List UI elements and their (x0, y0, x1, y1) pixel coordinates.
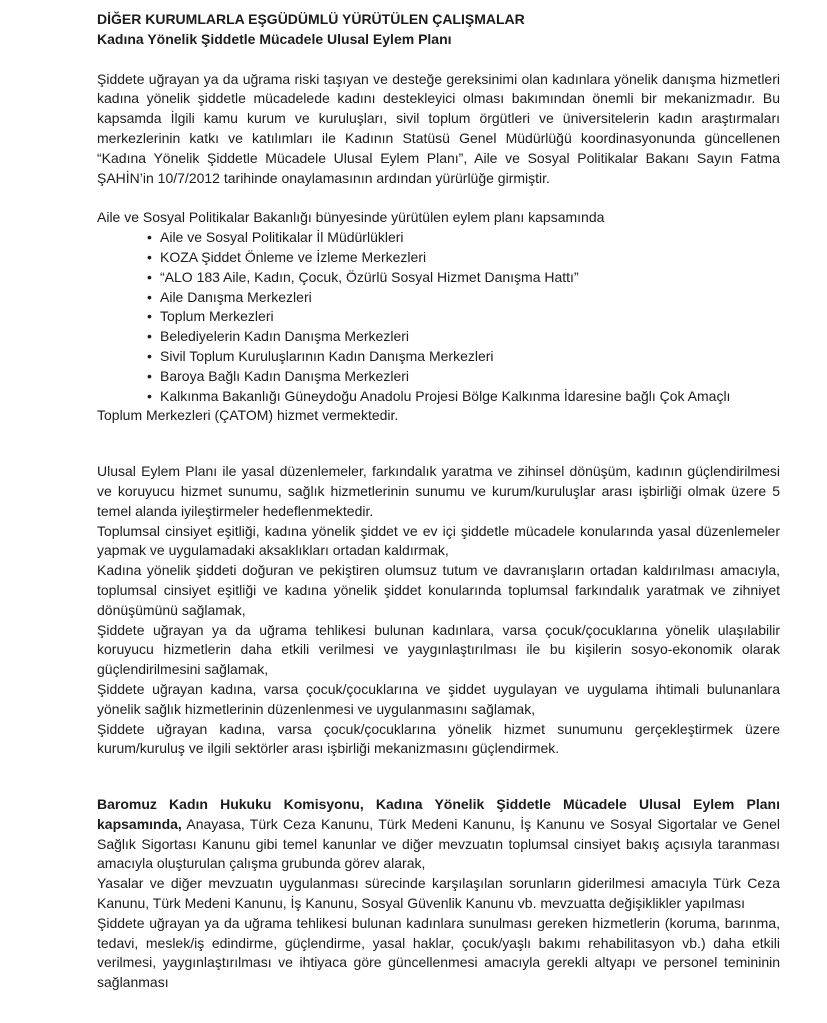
bar-item: Yasalar ve diğer mevzuatın uygulanması sürecinde karşılaşılan sorunların giderilmesi amacıyla Türk Ceza Kanunu, Türk Medeni Kanunu, İş Kanunu, Sosyal Güvenlik Kanunu vb. mevzuatta değişiklikler yapılması (97, 875, 780, 912)
bullet-icon: • (147, 347, 152, 364)
bar-commission-text: Anayasa, Türk Ceza Kanunu, Türk Medeni Kanunu, İş Kanunu ve Sosyal Sigortalar ve Genel Sağlık Sigortası Kanunu gibi temel kanunlar ve diğer mevzuatın toplumsal cinsiyet bakış açısıyla taranması amacıyla oluşturulan çalışma grubunda görev alarak, (97, 815, 780, 872)
spacer (97, 426, 780, 446)
list-item: • Aile ve Sosyal Politikalar İl Müdürlükleri (147, 228, 780, 248)
list-intro: Aile ve Sosyal Politikalar Bakanlığı bünyesinde yürütülen eylem planı kapsamında (97, 209, 605, 226)
plan-item: Şiddete uğrayan kadına, varsa çocuk/çocuklarına ve şiddet uygulayan ve uygulama ihtimali bulunanlara yönelik sağlık hizmetlerinin düzenlenmesi ve uygulanmasını sağlamak, (97, 680, 780, 717)
list-item: • Belediyelerin Kadın Danışma Merkezleri (147, 327, 780, 347)
spacer (97, 446, 780, 462)
bar-item: Şiddete uğrayan ya da uğrama tehlikesi bulunan kadınlara sunulması gereken hizmetlerin (koruma, barınma, tedavi, meslek/iş edindirme, güçlendirme, yasal haklar, çocuk/yaşlı bakımı rehabilitasyon vb.) daha etkili verilmesi, yaygınlaştırılması ve ihtiyaca göre güncellenmesi amacıyla gerekli altyapı ve personel temininin sağlanması (97, 914, 780, 991)
bullet-icon: • (147, 367, 152, 384)
list-item: • Toplum Merkezleri (147, 307, 780, 327)
list-item: • Aile Danışma Merkezleri (147, 288, 780, 308)
list-item: • Sivil Toplum Kuruluşlarının Kadın Danışma Merkezleri (147, 347, 780, 367)
spacer (97, 759, 780, 779)
list-item-continuation: Toplum Merkezleri (ÇATOM) hizmet vermektedir. (97, 407, 399, 424)
bullet-icon: • (147, 308, 152, 325)
list-item: • KOZA Şiddet Önleme ve İzleme Merkezleri (147, 248, 780, 268)
bullet-icon: • (147, 268, 152, 285)
plan-item: Toplumsal cinsiyet eşitliği, kadına yönelik şiddet ve ev içi şiddetle mücadele konularında yasal düzenlemeler yapmak ve uygulamadaki aksaklıkları ortadan kaldırmak, (97, 522, 780, 559)
plan-item: Şiddete uğrayan kadına, varsa çocuk/çocuklarına yönelik hizmet sunumunu gerçekleştirmek üzere kurum/kuruluş ve ilgili sektörler arası işbirliği mekanizmasını güçlendirmek. (97, 720, 780, 757)
document-subtitle: Kadına Yönelik Şiddetle Mücadele Ulusal Eylem Planı (97, 30, 452, 47)
list-item: • Baroya Bağlı Kadın Danışma Merkezleri (147, 367, 780, 387)
spacer (97, 188, 780, 208)
intro-paragraph: Şiddete uğrayan ya da uğrama riski taşıyan ve desteğe gereksinimi olan kadınlara yönelik danışma hizmetleri kadına yönelik şiddetle mücadelede kadını destekleyici olması bakımından önemli bir mekanizmadır. Bu kapsamda İlgili kamu kurum ve kuruluşları, sivil toplum örgütleri ve üniversitelerin kadın araştırmaları merkezlerinin katkı ve katılımları ile Kadının Statüsü Genel Müdürlüğü koordinasyonunda güncellenen “Kadına Yönelik Şiddetle Mücadele Ulusal Eylem Planı”, Aile ve Sosyal Politikalar Bakanı Sayın Fatma ŞAHİN’in 10/7/2012 tarihinde onaylamasının ardından yürürlüğe girmiştir. (97, 70, 780, 186)
plan-intro: Ulusal Eylem Planı ile yasal düzenlemeler, farkındalık yaratma ve zihinsel dönüşüm, kadının güçlendirilmesi ve koruyucu hizmet sunumu, sağlık hizmetlerinin sunumu ve kurum/kuruluşlar arası işbirliği olmak üzere 5 temel alanda iyileştirmeler hedeflenmektedir. (97, 463, 780, 519)
bullet-icon: • (147, 229, 152, 246)
list-item-last: • Kalkınma Bakanlığı Güneydoğu Anadolu Projesi Bölge Kalkınma İdaresine bağlı Çok Amaçlı (147, 387, 780, 407)
document-title: DİĞER KURUMLARLA EŞGÜDÜMLÜ YÜRÜTÜLEN ÇALIŞMALAR (97, 11, 525, 27)
bullet-icon: • (147, 328, 152, 345)
bullet-icon: • (147, 387, 152, 404)
bar-commission-paragraph (97, 795, 780, 874)
list-item: • “ALO 183 Aile, Kadın, Çocuk, Özürlü Sosyal Hizmet Danışma Hattı” (147, 268, 780, 288)
spacer (97, 779, 780, 795)
bar-commission-lead: Baromuz Kadın Hukuku Komisyonu, Kadına Yönelik Şiddetle Mücadele Ulusal Eylem Planı kapsamında, (97, 796, 780, 832)
service-list (97, 228, 780, 406)
bullet-icon: • (147, 288, 152, 305)
plan-item: Şiddete uğrayan ya da uğrama tehlikesi bulunan kadınlara, varsa çocuk/çocuklarına yönelik ulaşılabilir koruyucu hizmetlerin daha etkili verilmesi ve yaygınlaştırılması ile bu kişilerin sosyo-ekonomik olarak güçlendirilmesini sağlamak, (97, 621, 780, 678)
bullet-icon: • (147, 248, 152, 265)
plan-item: Kadına yönelik şiddeti doğuran ve pekiştiren olumsuz tutum ve davranışların ortadan kaldırılması amacıyla, toplumsal cinsiyet eşitliği ve kadına yönelik şiddet konularında toplumsal farkındalık yaratmak ve zihniyet dönüşümünü sağlamak, (97, 562, 780, 618)
spacer (97, 50, 780, 70)
